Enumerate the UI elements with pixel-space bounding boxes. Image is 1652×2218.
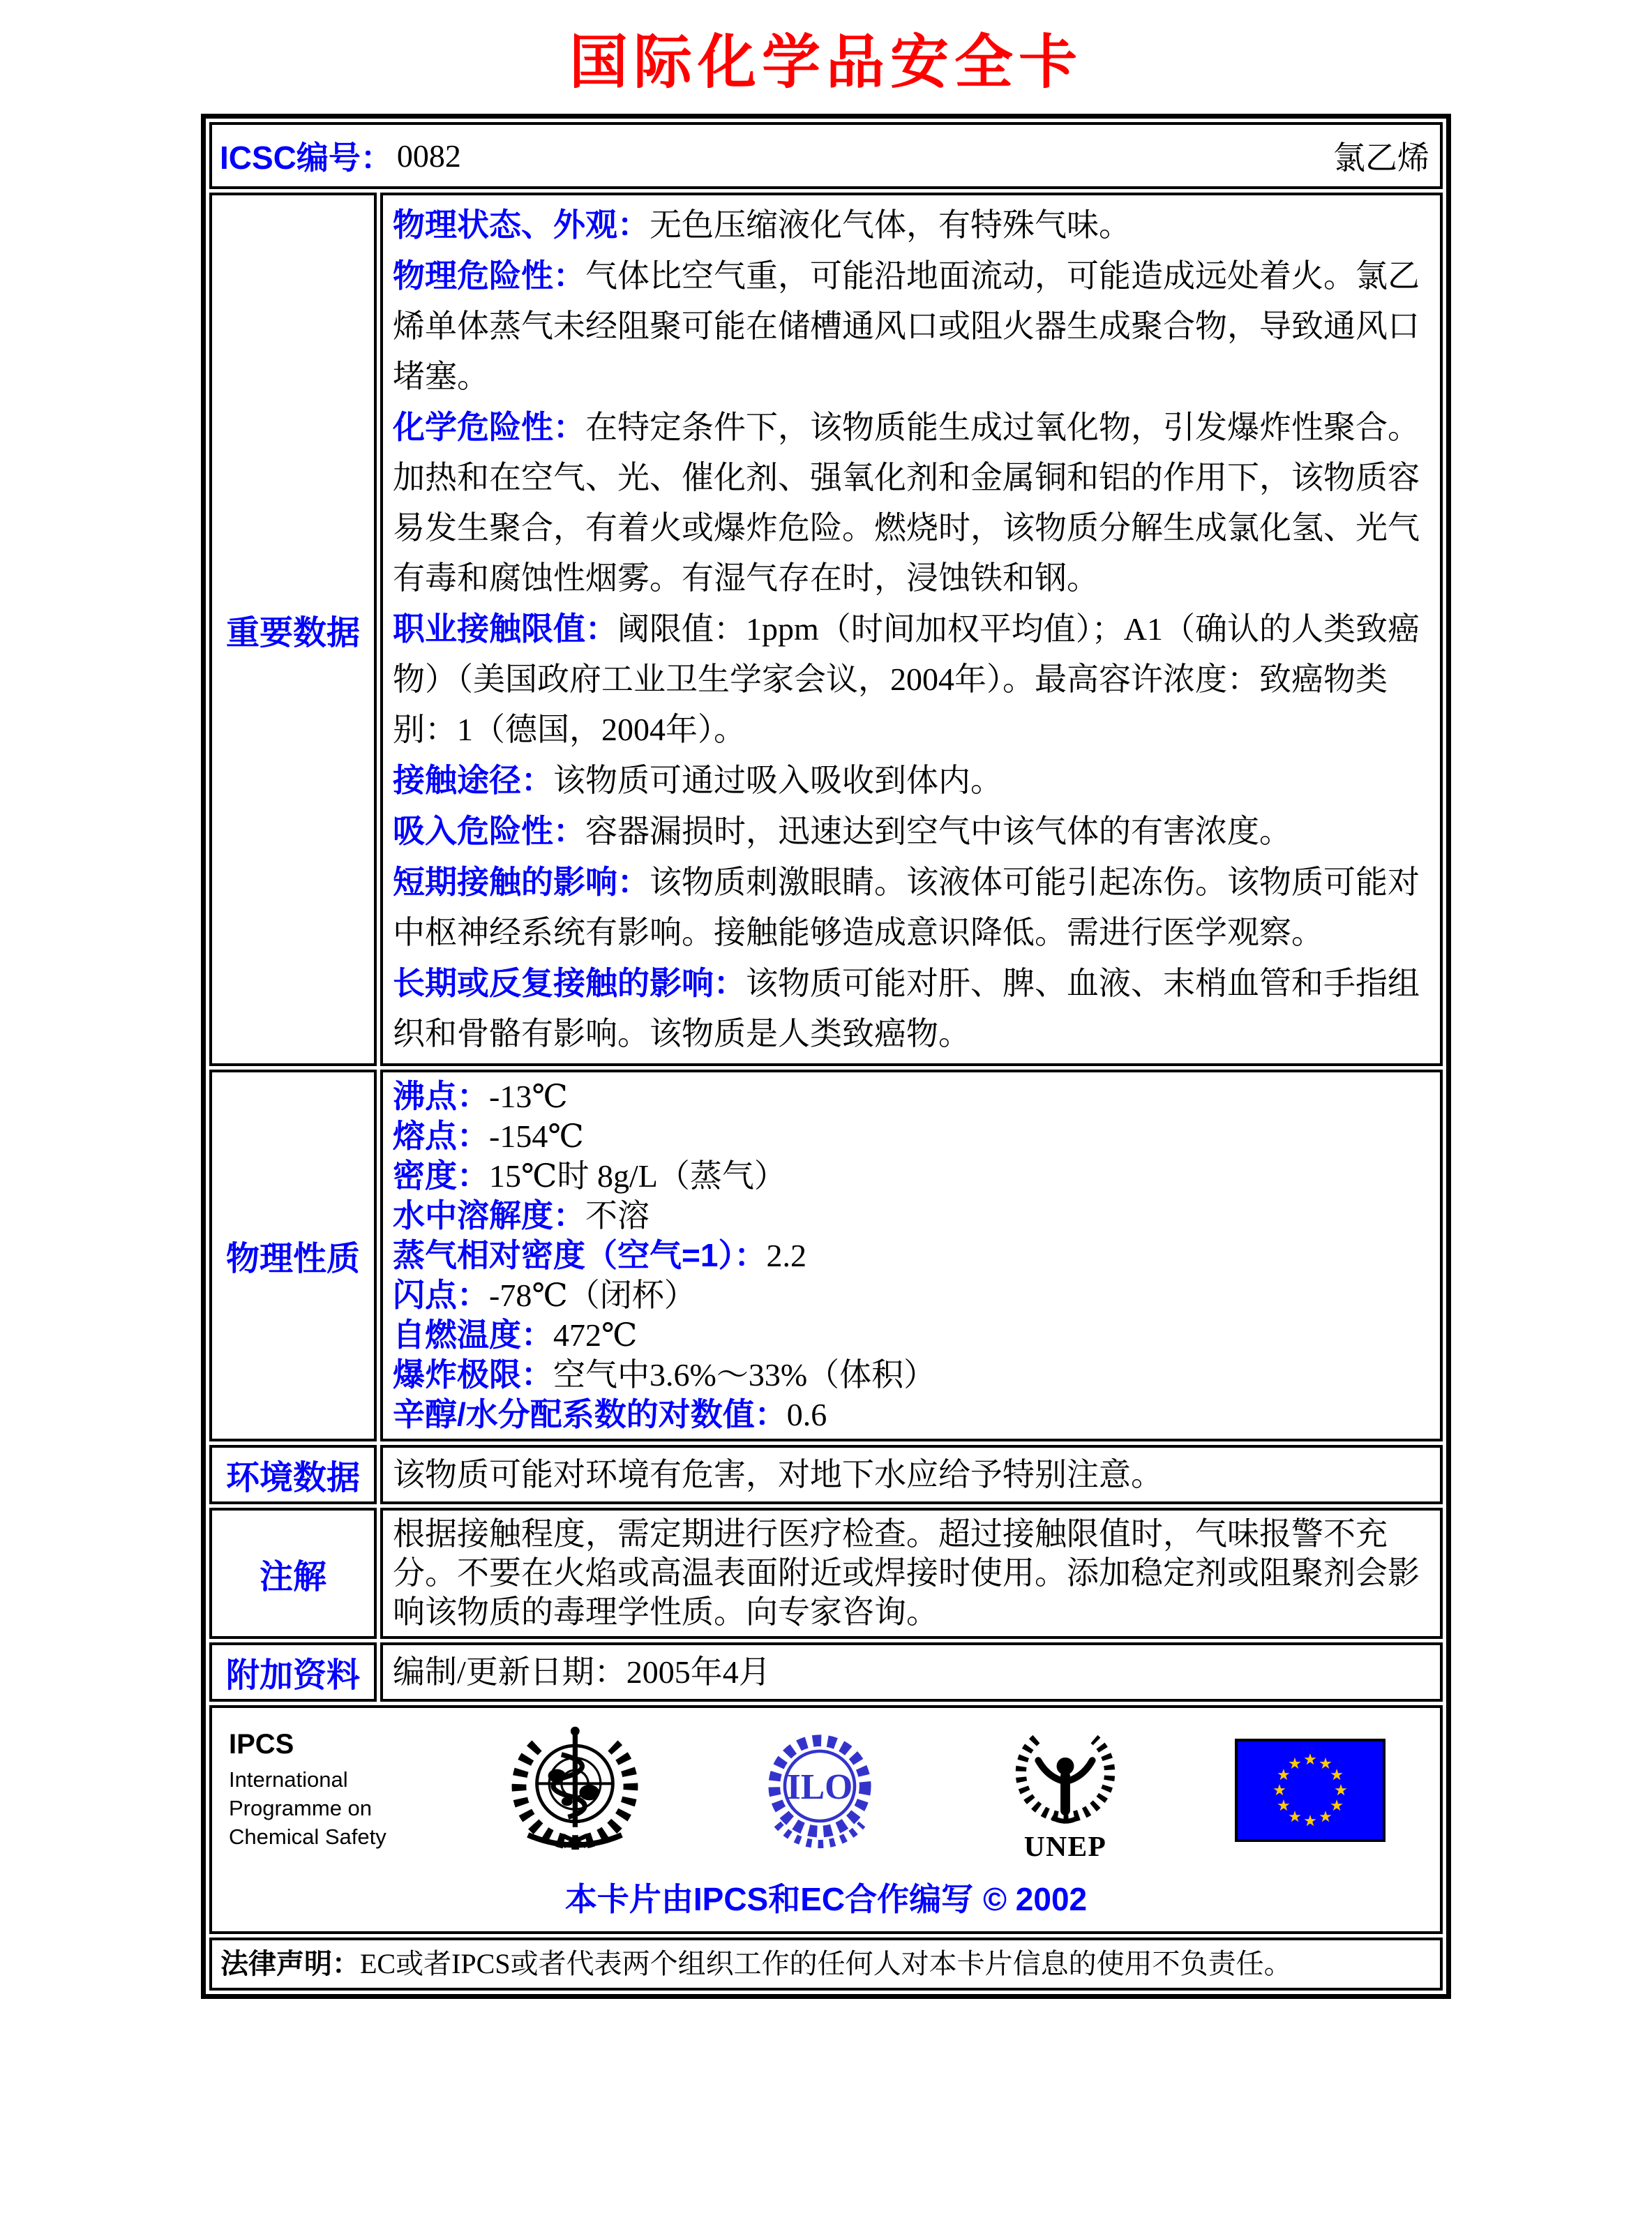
field-text: 该物质刺激眼睛。该液体可能引起冻伤。该物质可能对中枢神经系统有影响。接触能够造成意识降低。需进行医学观察。 [393,864,1420,950]
logo-strip [219,1716,1433,1864]
ipcs-subtitle-line: International [229,1767,348,1792]
physical-property-item [393,1156,1430,1196]
page-title: 国际化学品安全卡 [569,31,1083,96]
environmental-data-content: 该物质可能对环境有危害，对地下水应给予特别注意。 [380,1445,1443,1504]
field-label: 短期接触的影响： [393,864,649,900]
field-text: 15℃时 8g/L（蒸气） [489,1158,786,1194]
ipcs-subtitle-line: Chemical Safety [229,1824,386,1849]
physical-property-item [393,1236,1430,1275]
field-label: 吸入危险性： [393,813,585,849]
field-label: 长期或反复接触的影响： [393,965,746,1001]
eu-flag-icon [1235,1739,1386,1842]
field-text: 在特定条件下，该物质能生成过氧化物，引发爆炸性聚合。加热和在空气、光、催化剂、强氧化剂和金属铜和铝的作用下，该物质容易发生聚合，有着火或爆炸危险。燃烧时，该物质分解生成氯化氢、光气有毒和腐蚀性烟雾。有湿气存在时，浸蚀铁和钢。 [393,410,1420,596]
header-row [209,122,1443,189]
environmental-data-row [209,1445,1443,1504]
physical-property-item [393,1395,1430,1434]
physical-property-item [393,1355,1430,1395]
field-text: 不溶 [585,1198,649,1234]
notes-content: 根据接触程度，需定期进行医疗检查。超过接触限值时，气味报警不充分。不要在火焰或高温表面附近或焊接时使用。添加稳定剂或阻聚剂会影响该物质的毒理学性质。向专家咨询。 [380,1508,1443,1639]
additional-info-row [209,1642,1443,1702]
section-label-important-data: 重要数据 [209,193,377,1066]
ipcs-text-block [219,1729,452,1852]
section-label-environmental-data: 环境数据 [209,1445,377,1504]
field-label: 沸点： [393,1078,489,1114]
field-label: 辛醇/水分配系数的对数值： [393,1396,787,1432]
field-text: -13℃ [489,1079,568,1114]
physical-property-item [393,1077,1430,1116]
field-text: 2.2 [766,1238,806,1273]
svg-text:ILO: ILO [786,1767,853,1808]
field-text: 阈限值：1ppm（时间加权平均值）；A1（确认的人类致癌物）（美国政府工业卫生学家会议，2004年）。最高容许浓度：致癌物类别：1（德国，2004年）。 [393,611,1420,747]
physical-properties-content [380,1070,1443,1441]
important-data-item [393,200,1430,250]
field-label: 水中溶解度： [393,1197,585,1234]
field-label: 密度： [393,1157,489,1194]
physical-property-item [393,1315,1430,1355]
field-label: 物理危险性： [393,257,585,294]
field-text: -78℃（闭杯） [489,1277,696,1313]
important-data-item [393,857,1430,958]
chemical-name: 氯乙烯 [1333,140,1429,176]
ipcs-title: IPCS [229,1729,294,1760]
safety-card-table [201,114,1451,1999]
important-data-item [393,806,1430,857]
important-data-item [393,250,1430,402]
important-data-item [393,958,1430,1059]
legal-text: EC或者IPCS或者代表两个组织工作的任何人对本卡片信息的使用不负责任。 [360,1948,1292,1979]
legal-label: 法律声明： [220,1949,360,1979]
additional-info-content [380,1642,1443,1702]
card-header [213,126,1439,186]
ipcs-subtitle-line: Programme on [229,1796,373,1821]
field-text: 该物质可通过吸入吸收到体内。 [553,763,1003,798]
physical-property-item [393,1275,1430,1315]
icsc-number-label: ICSC编号： [220,140,393,176]
update-date-label: 编制/更新日期： [393,1654,626,1690]
important-data-row [209,193,1443,1066]
footer-copyright: © 2002 [983,1881,1088,1917]
unep-logo-icon [1007,1718,1123,1863]
important-data-item [393,755,1430,806]
footer-caption [219,1874,1433,1920]
section-label-physical-properties: 物理性质 [209,1070,377,1441]
field-label: 物理状态、外观： [393,207,649,243]
who-logo-icon [508,1723,642,1857]
field-label: 职业接触限值： [393,610,617,647]
field-label: 闪点： [393,1277,489,1313]
field-label: 自燃温度： [393,1317,553,1353]
legal-notice [209,1938,1443,1991]
field-text: 气体比空气重，可能沿地面流动，可能造成远处着火。氯乙烯单体蒸气未经阻聚可能在储槽通风口或阻火器生成聚合物，导致通风口堵塞。 [393,258,1420,394]
field-text: 无色压缩液化气体，有特殊气味。 [649,207,1131,243]
logos-row [209,1705,1443,1934]
field-text: 472℃ [553,1317,638,1353]
field-label: 熔点： [393,1118,489,1154]
notes-row [209,1508,1443,1639]
important-data-item [393,604,1430,755]
footer-caption-text: 本卡片由IPCS和EC合作编写 [564,1881,974,1917]
update-date-value: 2005年4月 [626,1654,771,1690]
field-label: 接触途径： [393,762,553,798]
icsc-number-value: 0082 [396,137,461,174]
field-text: 该物质可能对肝、脾、血液、末梢血管和手指组织和骨骼有影响。该物质是人类致癌物。 [393,966,1420,1051]
important-data-item [393,402,1430,604]
section-label-notes: 注解 [209,1508,377,1639]
field-text: -154℃ [489,1118,584,1154]
section-label-additional-info: 附加资料 [209,1642,377,1702]
ilo-logo-icon [756,1727,883,1854]
legal-row [209,1938,1443,1991]
field-text: 容器漏损时，迅速达到空气中该气体的有害浓度。 [585,814,1291,849]
field-label: 爆炸极限： [393,1356,553,1393]
physical-property-item [393,1196,1430,1236]
important-data-content [380,193,1443,1066]
svg-text:UNEP: UNEP [1023,1830,1107,1863]
field-text: 空气中3.6%～33%（体积） [553,1357,936,1393]
field-label: 化学危险性： [393,409,585,445]
field-label: 蒸气相对密度（空气=1）： [393,1237,767,1273]
field-text: 0.6 [786,1397,827,1432]
physical-properties-row [209,1070,1443,1441]
physical-property-item [393,1116,1430,1156]
